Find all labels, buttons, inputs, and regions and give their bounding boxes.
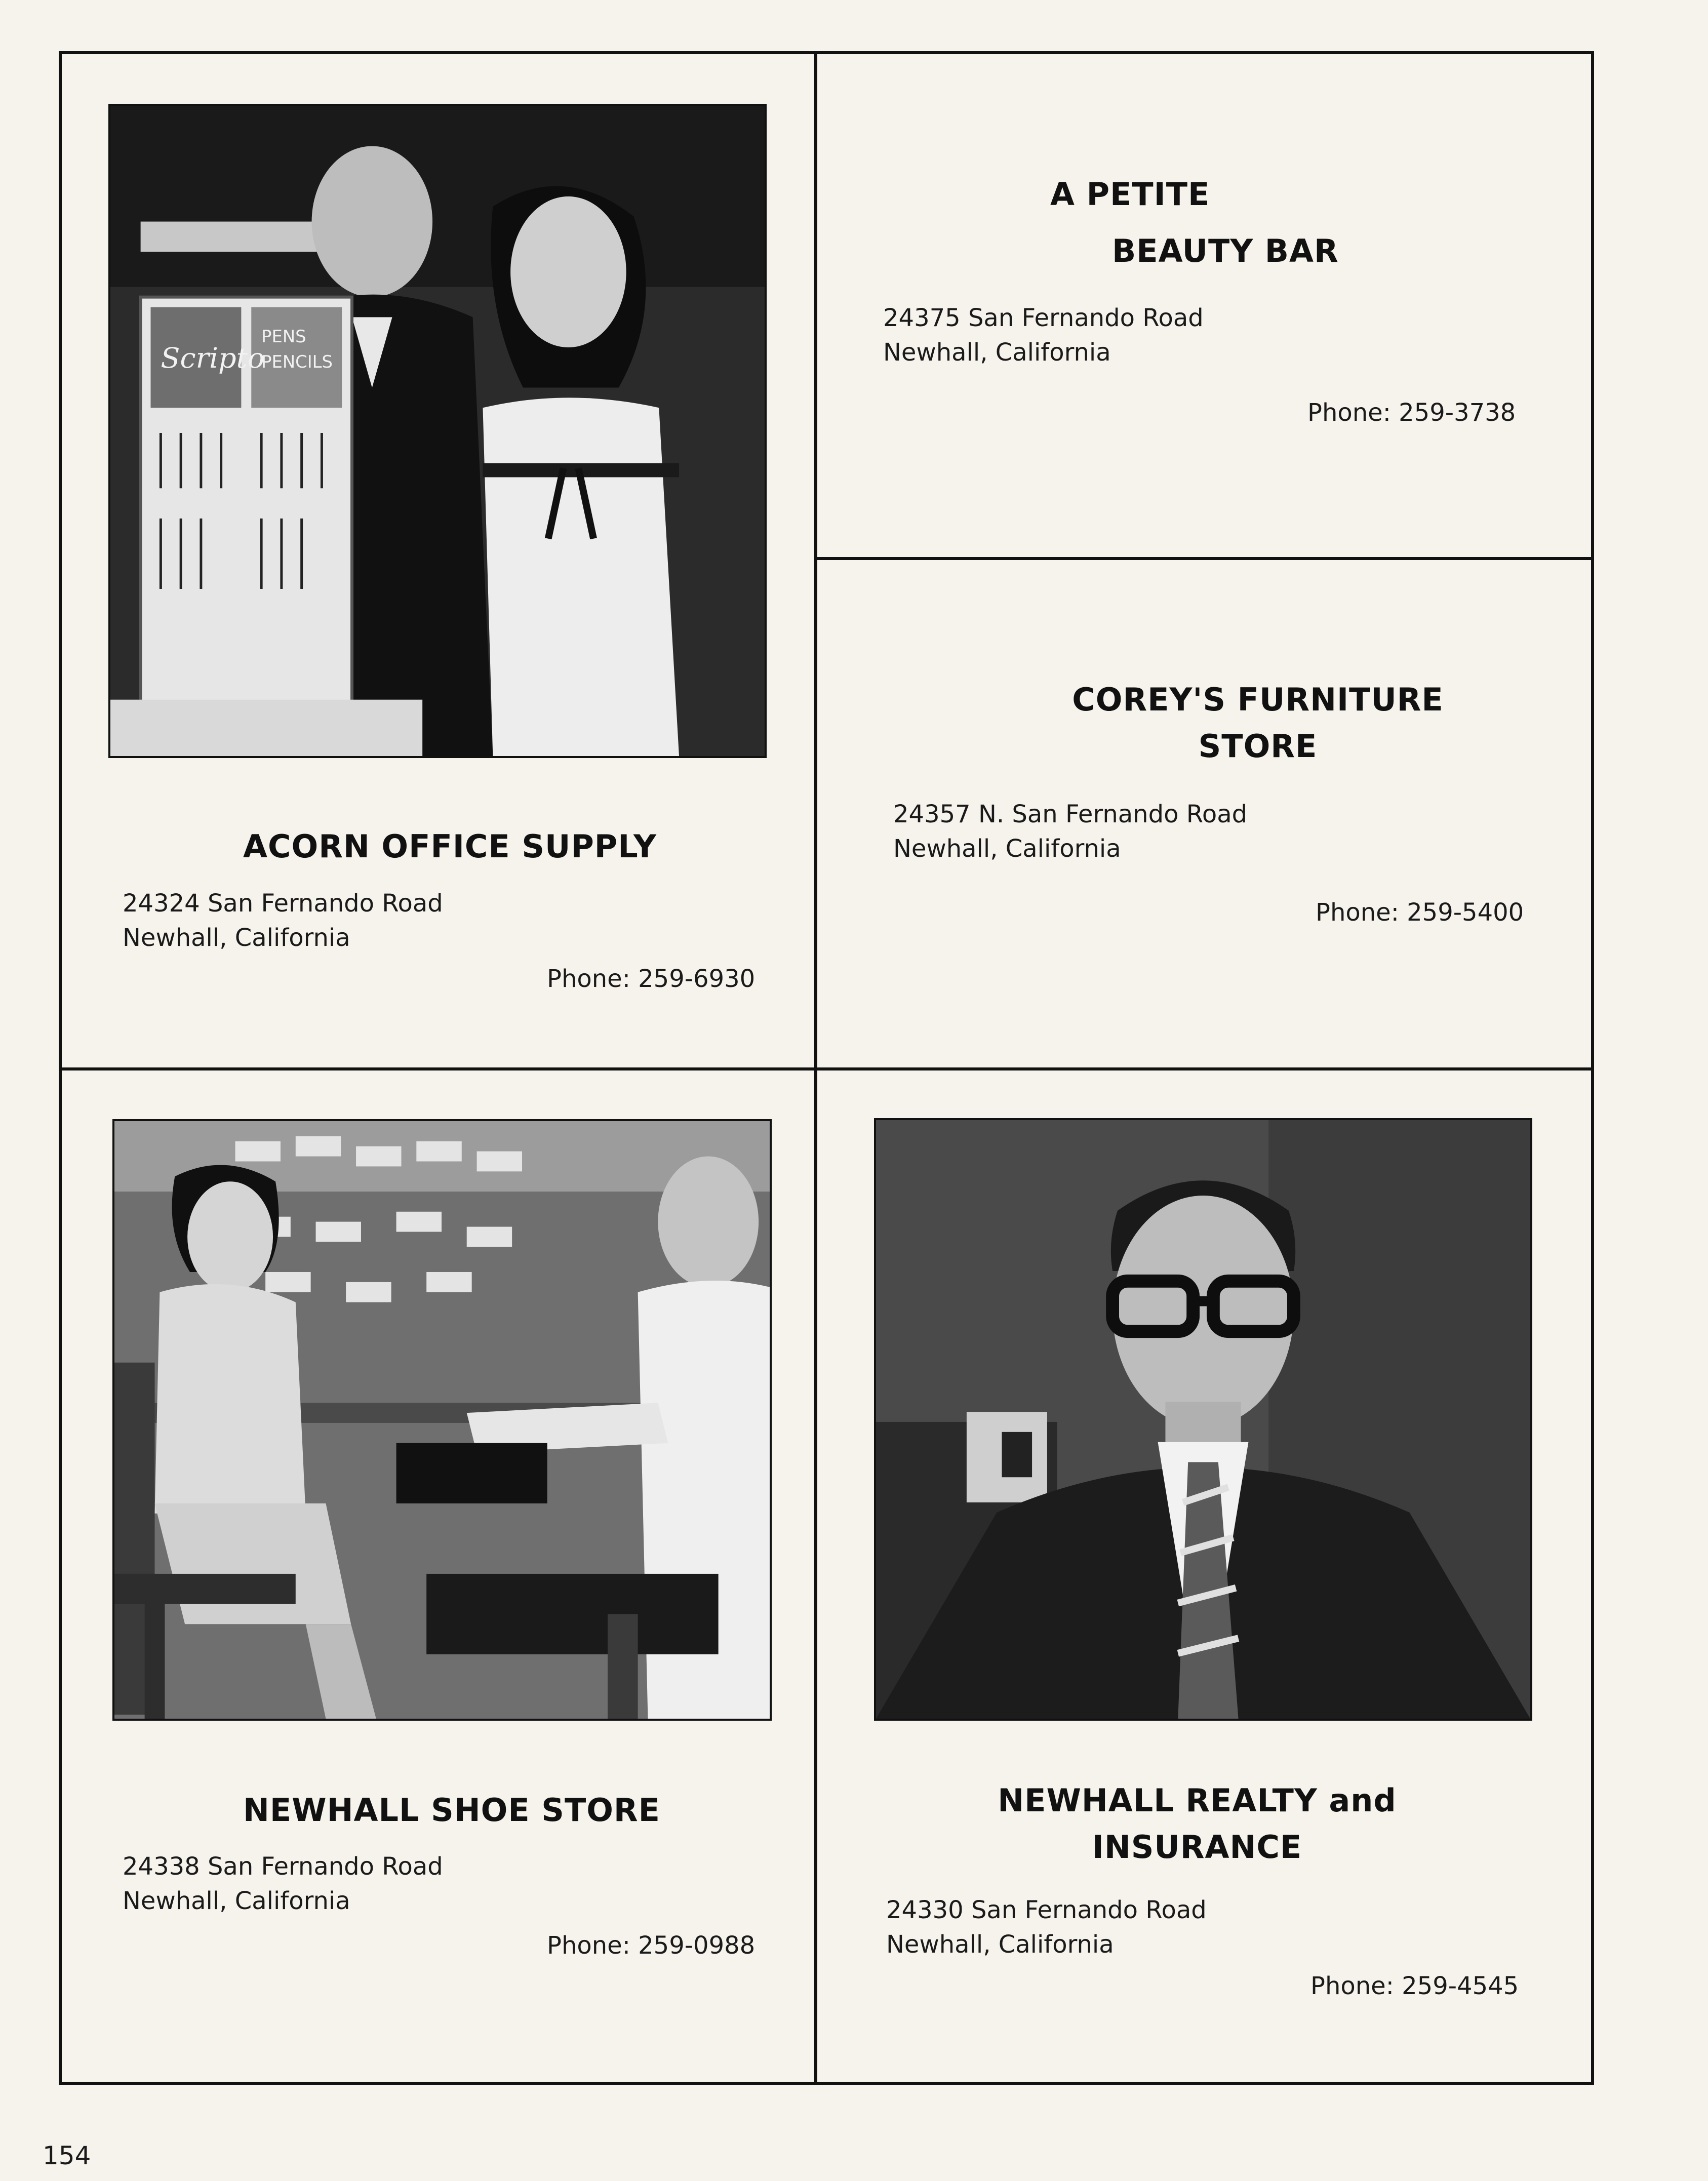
petite-name-line1: A PETITE [1050, 176, 1210, 213]
shoe-address [123, 1849, 443, 1918]
page-number: 154 [43, 2141, 91, 2170]
shoe-address-line1: 24338 San Fernando Road [123, 1852, 443, 1881]
realty-address [886, 1893, 1207, 1962]
coreys-address [893, 797, 1247, 866]
petite-name-line2: BEAUTY BAR [1112, 232, 1339, 269]
acorn-address-line1: 24324 San Fernando Road [123, 889, 443, 918]
acorn-address [123, 886, 443, 955]
ad-newhall-shoe-store [62, 1070, 814, 2083]
acorn-address-line2: Newhall, California [123, 924, 350, 952]
shoe-photo [112, 1119, 772, 1721]
acorn-photo [108, 104, 767, 758]
ad-acorn-office-supply [62, 54, 814, 1067]
ad-newhall-realty-and-insurance [817, 1070, 1591, 2083]
coreys-address-line1: 24357 N. San Fernando Road [893, 800, 1248, 828]
realty-address-line1: 24330 San Fernando Road [886, 1896, 1207, 1924]
realty-name-line1: NEWHALL REALTY and [998, 1782, 1397, 1819]
shoe-phone: Phone: 259-0988 [547, 1931, 756, 1960]
coreys-address-line2: Newhall, California [893, 835, 1121, 863]
acorn-photo-sign-text2: PENCILS [261, 351, 333, 372]
shoe-address-line2: Newhall, California [123, 1887, 350, 1915]
shoe-name: NEWHALL SHOE STORE [243, 1792, 661, 1829]
realty-photo-image [876, 1120, 1530, 1719]
petite-phone: Phone: 259-3738 [1307, 399, 1516, 427]
coreys-name-line1: COREY'S FURNITURE [1072, 681, 1444, 718]
ad-a-petite-beauty-bar [817, 54, 1591, 557]
shoe-photo-image [114, 1121, 770, 1719]
realty-photo [874, 1118, 1532, 1721]
realty-name-line2: INSURANCE [1092, 1829, 1302, 1866]
acorn-photo-sign-text1: PENS [261, 327, 306, 347]
coreys-name-line2: STORE [1198, 728, 1318, 765]
acorn-phone: Phone: 259-6930 [547, 965, 756, 993]
realty-address-line2: Newhall, California [886, 1930, 1114, 1959]
petite-address-line2: Newhall, California [883, 338, 1111, 367]
acorn-photo-sign-brand: Scripto [161, 341, 265, 375]
petite-address-line1: 24375 San Fernando Road [883, 304, 1204, 332]
coreys-phone: Phone: 259-5400 [1316, 898, 1524, 927]
acorn-photo-image [110, 106, 765, 756]
ad-coreys-furniture-store [817, 560, 1591, 1067]
petite-address [883, 301, 1204, 370]
acorn-name: ACORN OFFICE SUPPLY [243, 828, 657, 865]
realty-phone: Phone: 259-4545 [1310, 1972, 1519, 2000]
